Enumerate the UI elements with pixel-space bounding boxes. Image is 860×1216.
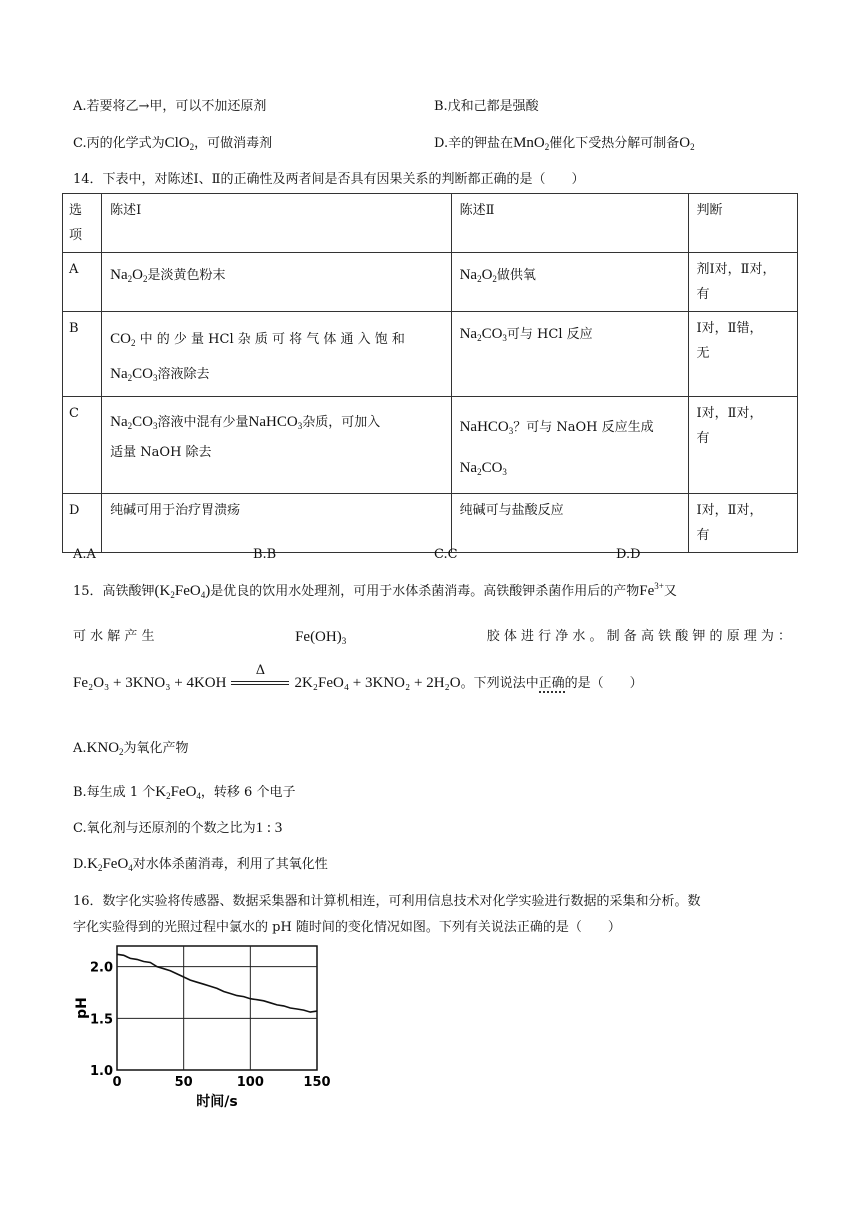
q15-d-sub1: 2 [97,863,103,873]
header-option-line2: 项 [69,228,83,243]
q15-d-text: 对水体杀菌消毒，利用了其氧化性 [132,857,328,872]
q15-fe-ion [639,583,664,599]
chart-x-tick-label: 50 [174,1075,193,1090]
q15-fe: Fe [639,583,655,599]
q15-eq-delta: Δ [255,663,266,678]
q15-feoh [295,627,346,647]
chart-frame [117,946,317,1070]
table-row [63,397,798,494]
q15-b-text: ，转移 6 个电子 [200,785,296,800]
q15-reaction-equation [73,663,643,692]
chart-series-line [117,954,317,1012]
q15-a-prefix: A. [73,741,87,756]
row-b-s2-sub2: 3 [502,333,507,343]
row-b-s1-sub2: 2 [127,373,133,383]
q13-d-mid: 催化下受热分解可制备 [549,136,680,151]
q15-d-prefix: D. [73,857,88,872]
q15-option-d[interactable] [73,854,328,875]
q15-paren-f1: K [159,583,171,599]
q15-d-f2: FeO [102,856,129,872]
row-a-s2-f1: Na [459,267,478,283]
row-d-judge-line2: 有 [696,528,710,543]
q15-line2-text: 可 水 解 产 生 [73,629,155,644]
q15-b-sub1: 2 [166,791,171,801]
q13-c-suffix: ，可做消毒剂 [194,136,273,151]
row-c-s2-f2: Na [459,460,478,476]
row-d-option: D [63,494,102,553]
row-a-judgement [688,253,797,312]
row-d-judgement [688,494,797,553]
q13-option-d[interactable] [434,133,695,154]
q14-answer-c[interactable]: C.C [434,547,458,562]
q16-stem-line1: 16．数字化实验将传感器、数据采集器和计算机相连，可利用信息技术对化学实验进行数据的采集和分析。数 [73,894,701,909]
row-c-s1-sub1: 2 [127,421,133,431]
row-c-s1-f1: Na [110,414,128,430]
q15-eq-left: Fe₂O₃ + 3KNO₃ + 4KOH [73,675,227,691]
q13-d-formula2-text: O [679,135,691,151]
q15-option-c[interactable] [73,818,282,839]
row-c-s1-text2: 杂质，可加入 [302,415,381,430]
q15-feoh-text: Fe(OH) [295,629,342,645]
q16-stem-line2: 字化实验得到的光照过程中氯水的 pH 随时间的变化情况如图。下列有关说法正确的是（ ） [73,920,621,935]
row-b-statement1 [102,312,451,397]
q13-c-formula [165,135,195,151]
header-option [63,194,102,253]
row-a-s2-f2: O [481,267,493,283]
table-row [63,253,798,312]
row-b-s2-formula [460,326,507,342]
q15-feoh-sub: 3 [341,636,347,646]
row-c-s1-text3: 适量 NaOH 除去 [110,445,212,460]
row-c-judge-line2: 有 [696,431,710,446]
row-b-judge-line2: 无 [696,346,710,361]
row-c-s1-sub2: 3 [153,421,158,431]
row-b-s1-f2: Na [110,366,128,382]
row-c-s2-f1: NaHCO [459,419,509,435]
q14-stem: 14．下表中，对陈述Ⅰ、Ⅱ的正确性及两者间是否具有因果关系的判断都正确的是（ ） [73,172,585,187]
row-b-s1-text2: 溶液除去 [157,367,210,382]
q15-b-f2: FeO [170,784,197,800]
q15-eq-bar-bottom [231,684,289,685]
q13-d-sub1: 2 [544,142,550,152]
row-b-s2-sub1: 2 [477,333,482,343]
q15-option-b[interactable] [73,782,295,803]
chart-y-tick-label: 1.0 [89,1064,113,1079]
q15-c-text: C.氧化剂与还原剂的个数之比为 [73,821,256,836]
q15-eq-after-1: 。下列说法中 [460,676,539,691]
row-b-s1-f1: CO [110,331,131,347]
q14-answer-d[interactable]: D.D [616,547,641,562]
row-a-s1-f1: Na [110,267,128,283]
q13-c-prefix: C.丙的化学式为 [73,136,165,151]
q15-paren-sub2: 4 [200,590,206,600]
q15-option-a[interactable] [73,738,189,759]
q15-eq-emph: 正确 [538,676,565,691]
q15-eq-arrow [229,663,291,691]
header-option-line1: 选 [69,203,83,218]
table-header-row [63,194,798,253]
row-c-s2-text: ？可与 NaOH 反应生成 [513,420,654,435]
row-b-s1-f3: CO [132,366,153,382]
q15-a-text: 为氧化产物 [123,741,189,756]
row-d-statement1: 纯碱可用于治疗胃溃疡 [102,494,451,553]
row-c-s2-sub1: 3 [508,426,514,436]
q15-eq-after-2: 的是（ ） [564,676,643,691]
q15-stem-line2 [73,627,791,647]
row-b-statement2 [451,312,688,397]
chart-y-tick-label: 2.0 [89,960,113,976]
q15-b-sub2: 4 [196,791,201,801]
q15-paren-f2: FeO [174,583,201,599]
row-c-s1-f3: NaHCO [248,414,298,430]
row-b-s2-f2: CO [481,326,503,342]
header-statement1: 陈述Ⅰ [102,194,451,253]
row-c-s2-formula2 [460,460,507,476]
chart-x-tick-label: 100 [236,1075,264,1090]
q15-d-formula [87,856,133,872]
q14-answer-a[interactable]: A.A [73,547,96,562]
q15-a-f1: KNO [86,740,120,756]
q15-k2feo4-paren: $(K_2FeO_4)$ [154,583,211,600]
row-c-statement2 [451,397,688,494]
q13-d-formula1-text: MnO [513,135,545,151]
table-row [63,494,798,553]
row-c-s1-formula2 [249,414,303,430]
row-a-statement1 [102,253,451,312]
row-b-s1-formula2 [110,366,157,382]
q15-paren-sub1: 2 [170,590,175,600]
chart-x-tick-label: 0 [112,1075,122,1090]
row-c-s1-f2: CO [132,414,153,430]
row-c-s2-formula [460,419,514,435]
row-b-s2-text: 可与 HCl 反应 [506,327,593,342]
row-c-option: C [63,397,102,494]
row-c-s2-f3: CO [481,460,503,476]
chart-x-axis-label: 时间/s [196,1094,238,1110]
row-b-judgement [688,312,797,397]
q15-fe-charge: 3+ [654,581,664,591]
q14-table [62,193,798,553]
row-a-s1-text: 是淡黄色粉末 [147,268,226,283]
row-a-judge-line1: 剂Ⅰ对，Ⅱ对， [696,262,776,277]
table-row [63,312,798,397]
q15-b-f1: K [155,784,167,800]
chart-grid [117,946,317,1070]
row-c-s2-sub3: 3 [502,467,507,477]
q15-stem-line1 [73,581,677,602]
row-c-s1-formula [110,414,157,430]
q15-d-sub2: 4 [128,863,133,873]
row-b-s1-text: 中 的 少 量 HCl 杂 质 可 将 气 体 通 入 饱 和 [135,332,405,347]
row-a-s1-formula [110,267,147,283]
q15-a-sub: 2 [119,747,124,757]
row-d-judge-line1: Ⅰ对，Ⅱ对， [696,503,763,518]
row-a-s2-sub1: 2 [477,274,482,284]
row-a-s2-text: 做供氧 [496,268,536,283]
row-a-s2-sub2: 2 [492,274,497,284]
q15-stem-p3: 又 [663,584,677,599]
row-a-s2-formula [460,267,497,283]
row-b-s2-f1: Na [459,326,478,342]
q15-eq-right: 2K₂FeO₄ + 3KNO₂ + 2H₂O [294,675,461,691]
row-b-s1-sub3: 3 [153,373,158,383]
row-c-statement1 [102,397,451,494]
ph-time-chart [72,938,342,1118]
q14-answer-b[interactable]: B.B [253,547,277,562]
q15-d-f1: K [87,856,98,872]
row-c-s2-sub2: 2 [477,467,482,477]
row-b-judge-line1: Ⅰ对，Ⅱ错， [696,321,763,336]
row-a-judge-line2: 有 [696,287,710,302]
q15-c-ratio: 1 : 3 [255,820,283,836]
row-a-statement2 [451,253,688,312]
row-b-s1-formula [110,331,135,347]
q13-c-formula-text: ClO [164,135,190,151]
row-c-s1-text: 溶液中混有少量 [157,415,249,430]
q15-b-prefix: B.每生成 1 个 [73,785,156,800]
row-a-s1-sub2: 2 [143,274,148,284]
q13-option-b[interactable]: B.戊和己都是强酸 [434,99,539,114]
q15-line2-text2: 胶 体 进 行 净 水 。 制 备 高 铁 酸 钾 的 原 理 为 ： [486,629,791,644]
row-c-judge-line1: Ⅰ对，Ⅱ对， [696,406,763,421]
q13-d-formula1 [513,135,549,151]
q13-option-a[interactable]: A.若要将乙→甲，可以不加还原剂 [73,99,267,114]
header-statement2: 陈述Ⅱ [451,194,688,253]
q13-d-formula2 [679,135,694,151]
chart-x-tick-label: 150 [303,1075,331,1090]
row-b-option: B [63,312,102,397]
row-c-s1-sub3: 3 [297,421,303,431]
row-a-option: A [63,253,102,312]
q15-b-formula [155,784,201,800]
q15-stem-p2: 是优良的饮用水处理剂，可用于水体杀菌消毒。高铁酸钾杀菌作用后的产物 [210,584,640,599]
chart-y-tick-label: 1.5 [89,1012,113,1028]
row-a-s1-f2: O [132,267,143,283]
q15-stem-p1: 15．高铁酸钾 [73,584,155,599]
q15-eq-bar-top [231,681,289,682]
chart-y-axis-label: pH [74,997,90,1019]
header-judgement: 判断 [688,194,797,253]
q13-d-sub2: 2 [690,142,695,152]
q15-a-formula [87,740,124,756]
q13-c-sub: 2 [189,142,195,152]
row-b-s1-sub1: 2 [131,338,136,348]
q13-option-c[interactable] [73,133,272,154]
q13-d-prefix: D.辛的钾盐在 [434,136,514,151]
row-a-s1-sub1: 2 [127,274,133,284]
row-c-judgement [688,397,797,494]
row-d-statement2: 纯碱可与盐酸反应 [451,494,688,553]
